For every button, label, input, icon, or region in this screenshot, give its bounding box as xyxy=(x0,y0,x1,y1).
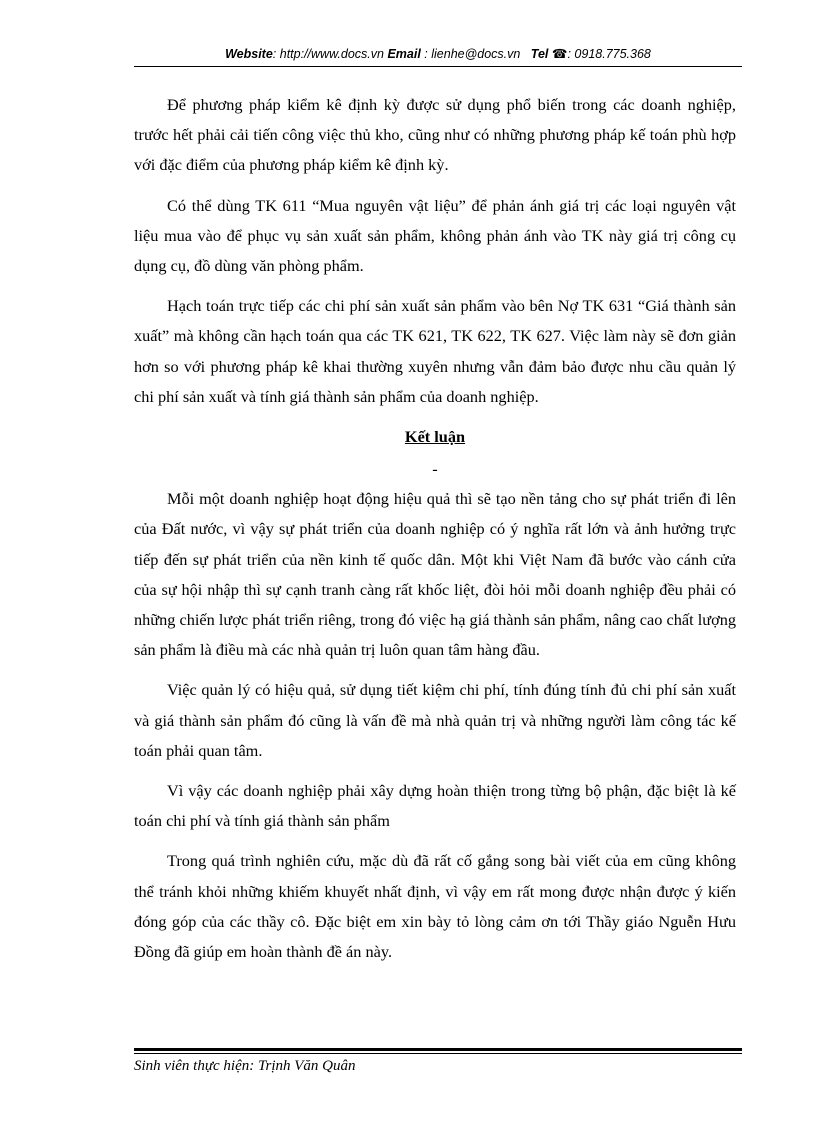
paragraph: Việc quản lý có hiệu quả, sử dụng tiết kiệm chi phí, tính đúng tính đủ chi phí sản xuất và giá thành sản phẩm đó cũng là vấn đề mà nhà quản trị và những người làm công tác kế toán phải quan tâm. xyxy=(134,680,736,760)
paragraph: Vì vậy các doanh nghiệp phải xây dựng hoàn thiện trong từng bộ phận, đặc biệt là kế toán chi phí và tính giá thành sản phẩm xyxy=(134,781,736,831)
paragraph: Để phương pháp kiểm kê định kỳ được sử dụng phổ biến trong các doanh nghiệp, trước hết phải cải tiến công việc thủ kho, cũng như có những phương pháp kế toán phù hợp với đặc điểm của phương pháp kiểm kê định kỳ. xyxy=(134,95,736,175)
page-header xyxy=(134,46,742,61)
email-label: Email xyxy=(387,47,421,61)
page-footer: Sinh viên thực hiện: Trịnh Văn Quân xyxy=(134,1058,356,1074)
paragraph: Có thể dùng TK 611 “Mua nguyên vật liệu” để phản ánh giá trị các loại nguyên vật liệu mua vào để phục vụ sản xuất sản phẩm, không phản ánh vào TK này giá trị công cụ dụng cụ, đồ dùng văn phòng phẩm. xyxy=(134,195,736,276)
paragraph: Mỗi một doanh nghiệp hoạt động hiệu quả thì sẽ tạo nền tảng cho sự phát triển đi lên của Đất nước, vì vậy sự phát triển của doanh nghiệp có ý nghĩa rất lớn và ảnh hưởng trực tiếp đến sự phát triển của nền kinh tế quốc dân. Một khi Việt Nam đã bước vào cánh cửa của sự hội nhập thì sự cạnh tranh càng rất khốc liệt, đòi hỏi mỗi doanh nghiệp đều phải có những chiến lược phát triển riêng, trong đó việc hạ giá thành sản phẩm, nâng cao chất lượng sản phẩm là điều mà các nhà quản trị luôn quan tâm hàng đầu. xyxy=(134,489,736,660)
website-label: Website xyxy=(225,47,273,61)
footer-divider-thin xyxy=(134,1053,742,1054)
document-body xyxy=(134,90,736,977)
tel-value: : 0918.775.368 xyxy=(567,47,651,61)
section-title-text: Kết luận xyxy=(404,427,466,447)
phone-icon: ☎ xyxy=(551,47,568,61)
email-value: : lienhe@docs.vn xyxy=(420,47,521,61)
tel-label: Tel xyxy=(530,47,549,61)
section-title xyxy=(134,422,736,452)
paragraph: Hạch toán trực tiếp các chi phí sản xuất sản phẩm vào bên Nợ TK 631 “Giá thành sản xuất” mà không cần hạch toán qua các TK 621, TK 622, TK 627. Việc làm này sẽ đơn giản hơn so với phương pháp kê khai thường xuyên nhưng vẫn đảm bảo được nhu cầu quản lý chi phí sản xuất và tính giá thành sản phẩm của doanh nghiệp. xyxy=(134,296,736,406)
header-divider xyxy=(134,66,742,67)
paragraph: Trong quá trình nghiên cứu, mặc dù đã rất cố gắng song bài viết của em cũng không thể tránh khỏi những khiếm khuyết nhất định, vì vậy em rất mong được nhận được ý kiến đóng góp của các thầy cô. Đặc biệt em xin bày tỏ lòng cảm ơn tới Thầy giáo Nguễn Hưu Đồng đã giúp em hoàn thành đề án này. xyxy=(134,851,736,962)
footer-divider-thick xyxy=(134,1048,742,1051)
separator-dash: - xyxy=(432,459,438,479)
website-value: : http://www.docs.vn xyxy=(272,47,384,61)
